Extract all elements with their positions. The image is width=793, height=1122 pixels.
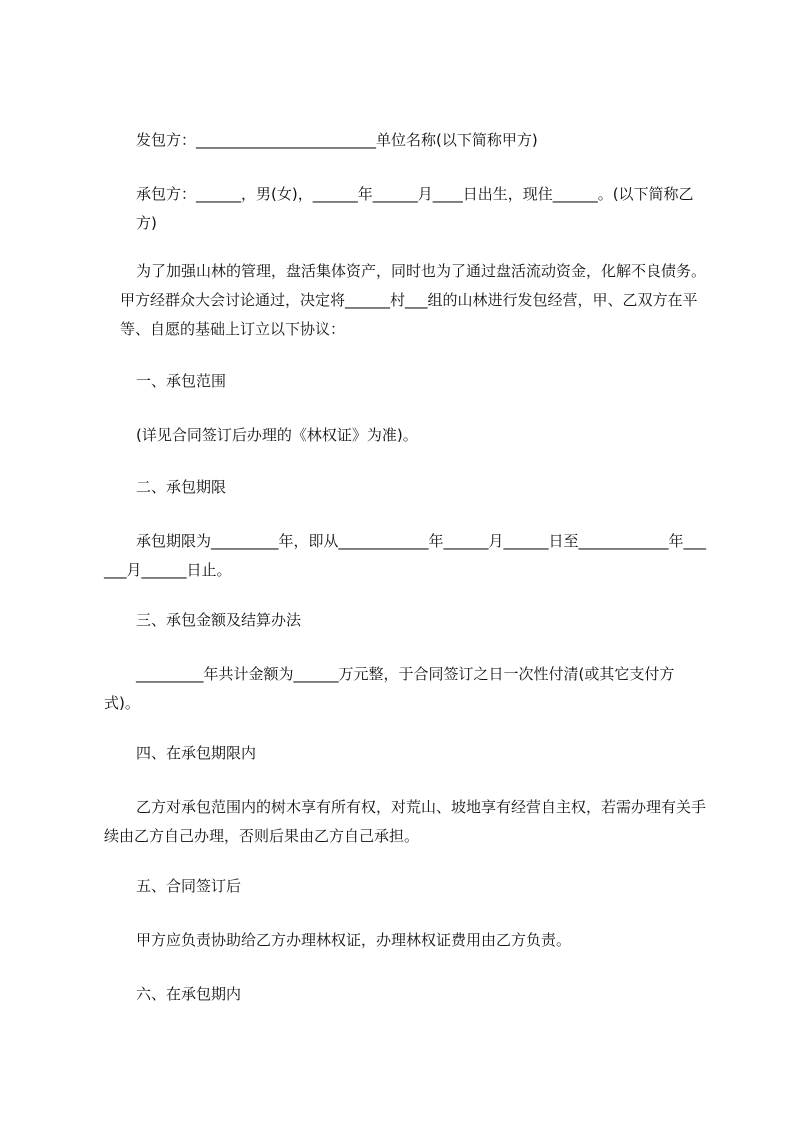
section-2-body: 承包期限为_________年，即从____________年______月______日至____________年______月______日止。: [104, 532, 707, 579]
section-4-heading: 四、在承包期限内: [136, 744, 257, 762]
section-3-heading: 三、承包金额及结算办法: [136, 611, 302, 629]
party-a-line: 发包方：________________________单位名称(以下简称甲方): [136, 131, 538, 149]
section-1-heading: 一、承包范围: [136, 372, 227, 390]
section-2-heading: 二、承包期限: [136, 478, 227, 496]
section-4-body: 乙方对承包范围内的树木享有所有权，对荒山、坡地享有经营自主权，若需办理有关手续由乙方自己办理，否则后果由乙方自己承担。: [104, 798, 707, 845]
party-b-line: 承包方：______，男(女)，______年______月____日出生，现住______。(以下简称乙方): [136, 185, 694, 232]
section-6-heading: 六、在承包期内: [136, 985, 242, 1003]
section-3-body: _________年共计金额为______万元整，于合同签订之日一次性付清(或其它支付方式)。: [104, 665, 675, 712]
section-1-body: (详见合同签订后办理的《林权证》为准)。: [136, 426, 418, 444]
section-5-heading: 五、合同签订后: [136, 877, 242, 895]
section-5-body: 甲方应负责协助给乙方办理林权证，办理林权证费用由乙方负责。: [136, 931, 572, 949]
preamble-paragraph: 为了加强山林的管理，盘活集体资产，同时也为了通过盘活流动资金，化解不良债务。甲方经群众大会讨论通过，决定将______村___组的山林进行发包经营，甲、乙双方在平等、自愿的基础上订立以下协议：: [120, 262, 707, 338]
